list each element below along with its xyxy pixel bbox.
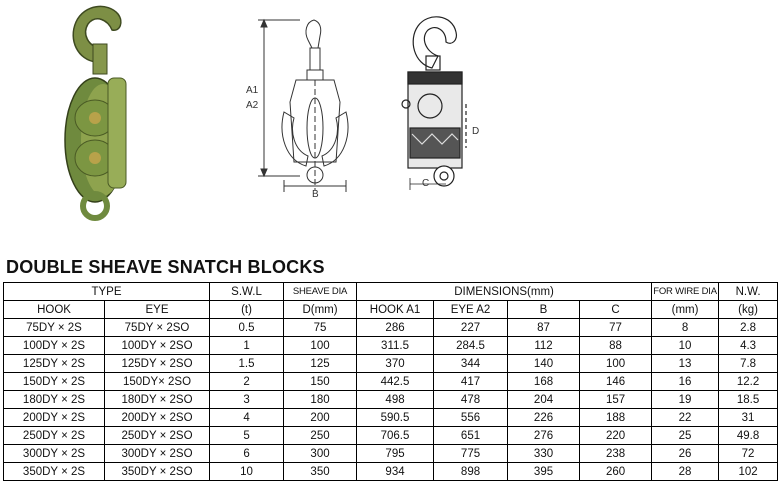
cell-swl: 3 [210, 391, 284, 409]
cell-wire: 22 [652, 409, 719, 427]
cell-eye: 125DY × 2SO [105, 355, 210, 373]
cell-a1: 934 [357, 463, 434, 481]
cell-c: 188 [580, 409, 652, 427]
cell-d: 150 [284, 373, 357, 391]
cell-a1: 442.5 [357, 373, 434, 391]
cell-b: 330 [508, 445, 580, 463]
cell-nw: 102 [719, 463, 778, 481]
header-row-2 [4, 301, 778, 319]
header-c: C [580, 301, 652, 319]
cell-hook: 150DY × 2S [4, 373, 105, 391]
cell-d: 250 [284, 427, 357, 445]
cell-hook: 100DY × 2S [4, 337, 105, 355]
header-nw-unit: (kg) [719, 301, 778, 319]
cell-d: 75 [284, 319, 357, 337]
cell-d: 300 [284, 445, 357, 463]
side-view-drawing [402, 17, 466, 190]
cell-hook: 125DY × 2S [4, 355, 105, 373]
header-eye-a2: EYE A2 [434, 301, 508, 319]
header-dimensions: DIMENSIONS(mm) [357, 283, 652, 301]
cell-d: 200 [284, 409, 357, 427]
cell-swl: 5 [210, 427, 284, 445]
cell-b: 168 [508, 373, 580, 391]
cell-b: 226 [508, 409, 580, 427]
front-view-drawing [258, 20, 348, 192]
cell-b: 204 [508, 391, 580, 409]
cell-d: 350 [284, 463, 357, 481]
cell-b: 395 [508, 463, 580, 481]
cell-swl: 1.5 [210, 355, 284, 373]
header-type: TYPE [4, 283, 210, 301]
cell-b: 112 [508, 337, 580, 355]
cell-eye: 250DY × 2SO [105, 427, 210, 445]
cell-swl: 2 [210, 373, 284, 391]
cell-wire: 8 [652, 319, 719, 337]
cell-eye: 75DY × 2SO [105, 319, 210, 337]
cell-nw: 4.3 [719, 337, 778, 355]
cell-c: 146 [580, 373, 652, 391]
page-title: DOUBLE SHEAVE SNATCH BLOCKS [6, 257, 325, 277]
header-swl: S.W.L [210, 283, 284, 301]
cell-swl: 4 [210, 409, 284, 427]
cell-eye: 150DY× 2SO [105, 373, 210, 391]
cell-c: 220 [580, 427, 652, 445]
header-sheave-unit: D(mm) [284, 301, 357, 319]
table-row [4, 337, 778, 355]
cell-nw: 12.2 [719, 373, 778, 391]
cell-b: 140 [508, 355, 580, 373]
table-row [4, 463, 778, 481]
header-hook-a1: HOOK A1 [357, 301, 434, 319]
cell-hook: 75DY × 2S [4, 319, 105, 337]
cell-swl: 0.5 [210, 319, 284, 337]
table-row [4, 355, 778, 373]
cell-a2: 651 [434, 427, 508, 445]
cell-swl: 1 [210, 337, 284, 355]
cell-nw: 2.8 [719, 319, 778, 337]
cell-a1: 311.5 [357, 337, 434, 355]
cell-wire: 25 [652, 427, 719, 445]
cell-hook: 200DY × 2S [4, 409, 105, 427]
cell-c: 260 [580, 463, 652, 481]
header-hook: HOOK [4, 301, 105, 319]
header-b: B [508, 301, 580, 319]
cell-nw: 72 [719, 445, 778, 463]
cell-a1: 795 [357, 445, 434, 463]
cell-a1: 370 [357, 355, 434, 373]
cell-a2: 227 [434, 319, 508, 337]
table-row [4, 373, 778, 391]
cell-eye: 300DY × 2SO [105, 445, 210, 463]
cell-wire: 13 [652, 355, 719, 373]
cell-nw: 31 [719, 409, 778, 427]
cell-c: 238 [580, 445, 652, 463]
cell-swl: 10 [210, 463, 284, 481]
header-row-1 [4, 283, 778, 301]
cell-a1: 286 [357, 319, 434, 337]
cell-c: 88 [580, 337, 652, 355]
label-a1: A1 [246, 85, 259, 96]
cell-a2: 775 [434, 445, 508, 463]
header-nw: N.W. [719, 283, 778, 301]
cell-hook: 180DY × 2S [4, 391, 105, 409]
cell-eye: 180DY × 2SO [105, 391, 210, 409]
cell-d: 100 [284, 337, 357, 355]
cell-d: 125 [284, 355, 357, 373]
cell-nw: 7.8 [719, 355, 778, 373]
cell-c: 100 [580, 355, 652, 373]
cell-a2: 478 [434, 391, 508, 409]
label-b: B [312, 189, 319, 200]
cell-wire: 28 [652, 463, 719, 481]
cell-a1: 498 [357, 391, 434, 409]
header-eye: EYE [105, 301, 210, 319]
cell-wire: 19 [652, 391, 719, 409]
table-row [4, 391, 778, 409]
table-row [4, 319, 778, 337]
cell-hook: 300DY × 2S [4, 445, 105, 463]
cell-wire: 16 [652, 373, 719, 391]
cell-nw: 18.5 [719, 391, 778, 409]
cell-c: 157 [580, 391, 652, 409]
cell-b: 276 [508, 427, 580, 445]
cell-nw: 49.8 [719, 427, 778, 445]
spec-table [3, 282, 778, 481]
cell-eye: 350DY × 2SO [105, 463, 210, 481]
label-d: D [472, 126, 480, 137]
cell-d: 180 [284, 391, 357, 409]
cell-wire: 10 [652, 337, 719, 355]
cell-a2: 556 [434, 409, 508, 427]
snatch-block-photo-icon [65, 6, 126, 218]
header-wire-dia: FOR WIRE DIA [652, 283, 719, 301]
label-a2: A2 [246, 100, 259, 111]
cell-swl: 6 [210, 445, 284, 463]
cell-wire: 26 [652, 445, 719, 463]
cell-eye: 200DY × 2SO [105, 409, 210, 427]
label-c: C [422, 178, 430, 189]
cell-hook: 350DY × 2S [4, 463, 105, 481]
cell-hook: 250DY × 2S [4, 427, 105, 445]
cell-a2: 898 [434, 463, 508, 481]
table-row [4, 445, 778, 463]
cell-eye: 100DY × 2SO [105, 337, 210, 355]
header-wire-unit: (mm) [652, 301, 719, 319]
cell-a1: 590.5 [357, 409, 434, 427]
header-sheave-dia: SHEAVE DIA [284, 283, 357, 301]
table-row [4, 409, 778, 427]
cell-a2: 344 [434, 355, 508, 373]
table-row [4, 427, 778, 445]
header-swl-unit: (t) [210, 301, 284, 319]
cell-b: 87 [508, 319, 580, 337]
cell-a2: 284.5 [434, 337, 508, 355]
cell-a2: 417 [434, 373, 508, 391]
cell-c: 77 [580, 319, 652, 337]
cell-a1: 706.5 [357, 427, 434, 445]
